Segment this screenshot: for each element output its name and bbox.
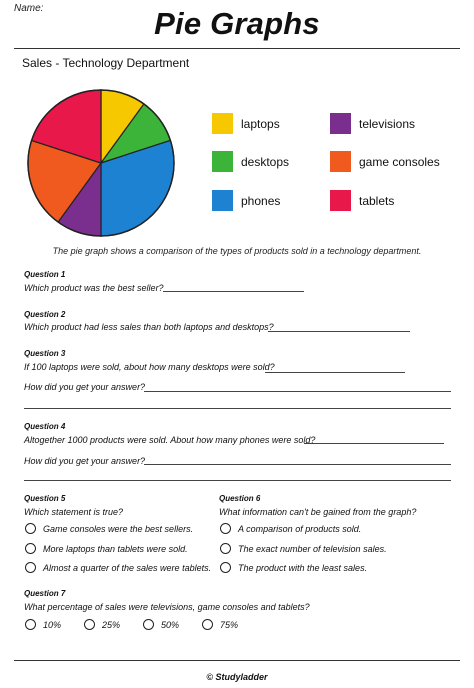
question-5-option-3[interactable] — [25, 562, 211, 573]
question-6-text: What information can't be gained from the graph? — [219, 507, 417, 517]
legend-swatch-televisions — [330, 113, 351, 134]
name-label: Name: — [14, 3, 44, 14]
question-7-option-2[interactable] — [84, 619, 120, 630]
legend-item-tablets — [330, 190, 394, 211]
question-7-option-1[interactable] — [25, 619, 61, 630]
legend-item-laptops — [212, 113, 280, 134]
legend-label-game-consoles: game consoles — [359, 154, 440, 169]
question-5-option-1[interactable] — [25, 523, 193, 534]
question-1-label: Question 1 — [24, 270, 66, 279]
question-6-label: Question 6 — [219, 494, 261, 503]
radio-button[interactable] — [84, 619, 95, 630]
footer-divider — [14, 660, 460, 661]
option-label: The product with the least sales. — [238, 562, 368, 573]
question-5-option-2[interactable] — [25, 543, 188, 554]
question-3-reason-line-1[interactable] — [144, 391, 451, 392]
question-4-reason-line-1[interactable] — [144, 464, 451, 465]
question-6-option-3[interactable] — [220, 562, 367, 573]
question-1-text: Which product was the best seller? — [24, 283, 164, 293]
question-2-label: Question 2 — [24, 310, 66, 319]
title-divider — [14, 48, 460, 49]
question-7-option-4[interactable] — [202, 619, 238, 630]
question-4-answer-line[interactable] — [304, 443, 444, 444]
legend-item-game-consoles — [330, 151, 440, 172]
option-label: 75% — [220, 619, 239, 630]
radio-button[interactable] — [202, 619, 213, 630]
question-7-label: Question 7 — [24, 589, 66, 598]
question-7-text: What percentage of sales were televisions, game consoles and tablets? — [24, 602, 310, 612]
question-4-label: Question 4 — [24, 422, 66, 431]
radio-button[interactable] — [25, 562, 36, 573]
question-3-answer-line[interactable] — [265, 372, 405, 373]
question-4-followup: How did you get your answer? — [24, 456, 146, 466]
legend-label-televisions: televisions — [359, 116, 416, 131]
question-6-option-1[interactable] — [220, 523, 361, 534]
pie-chart — [26, 88, 176, 238]
question-4-reason-line-2[interactable] — [24, 480, 451, 481]
question-7-option-3[interactable] — [143, 619, 179, 630]
radio-button[interactable] — [25, 543, 36, 554]
legend-label-laptops: laptops — [241, 116, 280, 131]
option-label: 50% — [161, 619, 180, 630]
legend-swatch-phones — [212, 190, 233, 211]
radio-button[interactable] — [220, 562, 231, 573]
footer-credit: © Studyladder — [206, 672, 268, 682]
legend-item-televisions — [330, 113, 415, 134]
option-label: A comparison of products sold. — [238, 523, 362, 534]
question-5-label: Question 5 — [24, 494, 66, 503]
radio-button[interactable] — [220, 523, 231, 534]
option-label: 10% — [43, 619, 62, 630]
legend-item-phones — [212, 190, 280, 211]
question-6-option-2[interactable] — [220, 543, 387, 554]
chart-title: Sales - Technology Department — [22, 56, 190, 70]
question-3-reason-line-2[interactable] — [24, 408, 451, 409]
page-title: Pie Graphs — [154, 6, 320, 41]
option-label: Game consoles were the best sellers. — [43, 523, 194, 534]
radio-button[interactable] — [220, 543, 231, 554]
legend-swatch-desktops — [212, 151, 233, 172]
question-3-label: Question 3 — [24, 349, 66, 358]
legend-swatch-laptops — [212, 113, 233, 134]
question-1-answer-line[interactable] — [163, 291, 304, 292]
legend-swatch-tablets — [330, 190, 351, 211]
radio-button[interactable] — [25, 523, 36, 534]
legend-swatch-game-consoles — [330, 151, 351, 172]
legend-item-desktops — [212, 151, 289, 172]
legend-label-tablets: tablets — [359, 193, 395, 208]
option-label: 25% — [102, 619, 121, 630]
radio-button[interactable] — [143, 619, 154, 630]
chart-legend — [212, 108, 462, 218]
option-label: The exact number of television sales. — [238, 543, 387, 554]
question-3-followup: How did you get your answer? — [24, 382, 146, 392]
question-2-answer-line[interactable] — [268, 331, 410, 332]
option-label: Almost a quarter of the sales were tablets. — [43, 562, 212, 573]
question-3-text: If 100 laptops were sold, about how many desktops were sold? — [24, 362, 275, 372]
radio-button[interactable] — [25, 619, 36, 630]
chart-caption: The pie graph shows a comparison of the types of products sold in a technology department. — [52, 246, 422, 256]
question-5-text: Which statement is true? — [24, 507, 124, 517]
question-4-text: Altogether 1000 products were sold. About how many phones were sold? — [24, 435, 316, 445]
option-label: More laptops than tablets were sold. — [43, 543, 188, 554]
legend-label-desktops: desktops — [241, 154, 290, 169]
question-2-text: Which product had less sales than both laptops and desktops? — [24, 322, 274, 332]
legend-label-phones: phones — [241, 193, 281, 208]
